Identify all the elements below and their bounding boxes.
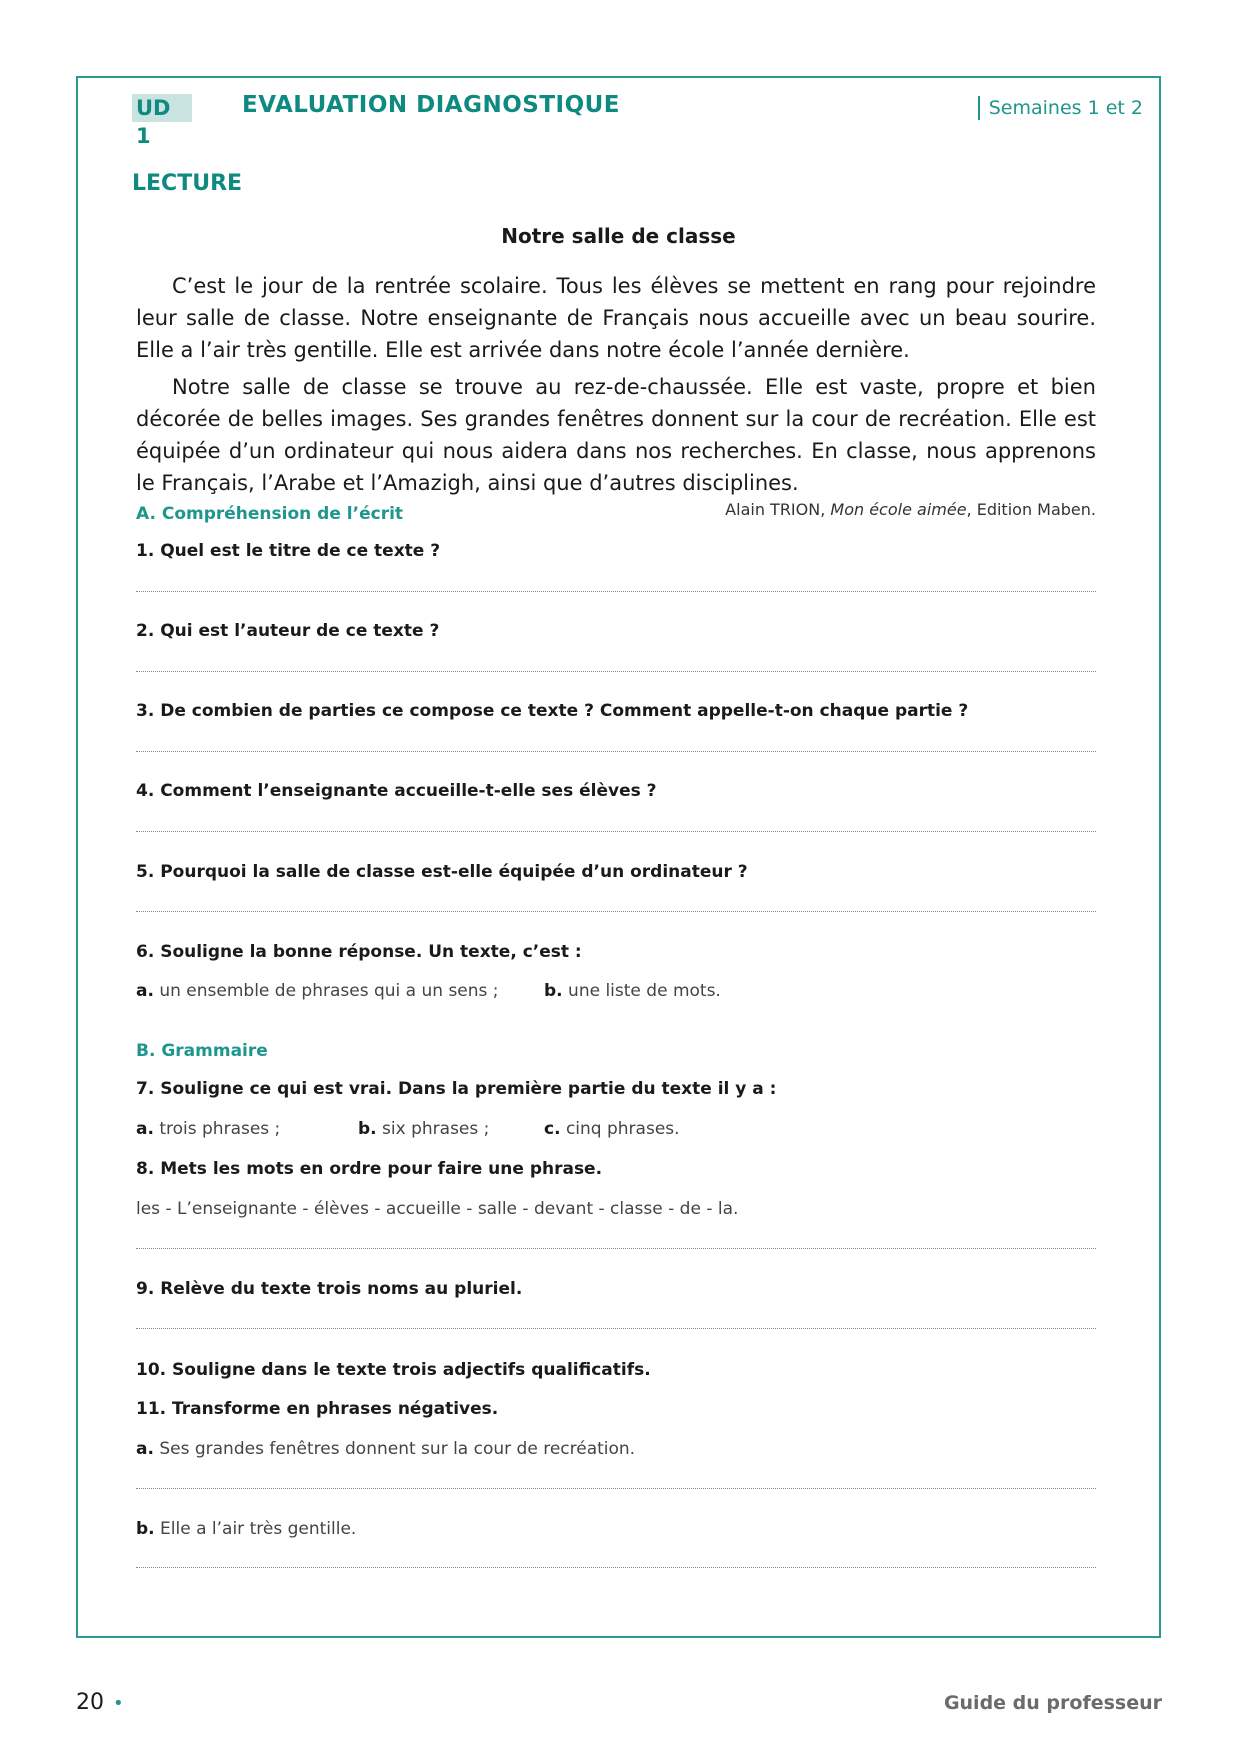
answer-line-1[interactable]: [136, 591, 1096, 592]
question-1: 1. Quel est le titre de ce texte ?: [136, 541, 441, 561]
reading-passage: [136, 270, 1096, 504]
grammar-heading: B. Grammaire: [136, 1041, 268, 1061]
footer-guide-title: Guide du professeur: [943, 1692, 1162, 1714]
question-3: 3. De combien de parties ce compose ce texte ? Comment appelle-t-on chaque partie ?: [136, 701, 969, 721]
q7-option-c[interactable]: c. cinq phrases.: [544, 1119, 680, 1139]
answer-line-5[interactable]: [136, 911, 1096, 912]
question-2: 2. Qui est l’auteur de ce texte ?: [136, 621, 440, 641]
bullet-dot: •: [113, 1693, 124, 1714]
passage-paragraph-2: Notre salle de classe se trouve au rez-de-chaussée. Elle est vaste, propre et bien décorée de belles images. Ses grandes fenêtres donnent sur la cour de recréation. Elle est équipée d’un ordinateur qui nous aidera dans nos recherches. En classe, nous apprenons le Français, l’Arabe et l’Amazigh, ainsi que d’autres disciplines.: [136, 375, 1096, 495]
page-title: EVALUATION DIAGNOSTIQUE: [242, 92, 621, 118]
q8-word-list: les - L’enseignante - élèves - accueille - salle - devant - classe - de - la.: [136, 1199, 739, 1219]
passage-paragraph-1: C’est le jour de la rentrée scolaire. Tous les élèves se mettent en rang pour rejoindre leur salle de classe. Notre enseignante de Français nous accueille avec un beau sourire. Elle a l’air très gentille. Elle est arrivée dans notre école l’année dernière.: [136, 274, 1096, 362]
q7-option-b[interactable]: b. six phrases ;: [358, 1119, 490, 1139]
question-7: 7. Souligne ce qui est vrai. Dans la première partie du texte il y a :: [136, 1079, 777, 1099]
question-8: 8. Mets les mots en ordre pour faire une phrase.: [136, 1159, 603, 1179]
answer-line-8[interactable]: [136, 1248, 1096, 1249]
answer-line-4[interactable]: [136, 831, 1096, 832]
comprehension-heading: A. Compréhension de l’écrit: [136, 504, 404, 524]
source-author: Alain TRION,: [725, 500, 826, 519]
question-10: 10. Souligne dans le texte trois adjectifs qualificatifs.: [136, 1360, 651, 1380]
weeks-label: Semaines 1 et 2: [978, 96, 1143, 120]
answer-line-2[interactable]: [136, 671, 1096, 672]
page-number: 20 •: [76, 1690, 124, 1715]
question-4: 4. Comment l’enseignante accueille-t-elle ses élèves ?: [136, 781, 657, 801]
q11-item-b: b. Elle a l’air très gentille.: [136, 1519, 357, 1539]
question-6: 6. Souligne la bonne réponse. Un texte, c’est :: [136, 942, 582, 962]
source-book: Mon école aimée: [830, 500, 967, 519]
q11-item-a: a. Ses grandes fenêtres donnent sur la cour de recréation.: [136, 1439, 636, 1459]
page-frame: [76, 76, 1161, 1638]
q6-option-b[interactable]: b. une liste de mots.: [544, 981, 721, 1001]
source-publisher: , Edition Maben.: [966, 500, 1096, 519]
q7-option-a[interactable]: a. trois phrases ;: [136, 1119, 281, 1139]
question-11: 11. Transforme en phrases négatives.: [136, 1399, 499, 1419]
answer-line-9[interactable]: [136, 1328, 1096, 1329]
answer-line-11a[interactable]: [136, 1488, 1096, 1489]
reading-text-title: Notre salle de classe: [501, 224, 736, 248]
question-5: 5. Pourquoi la salle de classe est-elle équipée d’un ordinateur ?: [136, 862, 748, 882]
answer-line-3[interactable]: [136, 751, 1096, 752]
q6-option-a[interactable]: a. un ensemble de phrases qui a un sens ;: [136, 981, 499, 1001]
answer-line-11b[interactable]: [136, 1567, 1096, 1568]
unit-badge: UD 1: [132, 94, 192, 122]
question-9: 9. Relève du texte trois noms au pluriel.: [136, 1279, 523, 1299]
section-reading-heading: LECTURE: [132, 171, 243, 196]
